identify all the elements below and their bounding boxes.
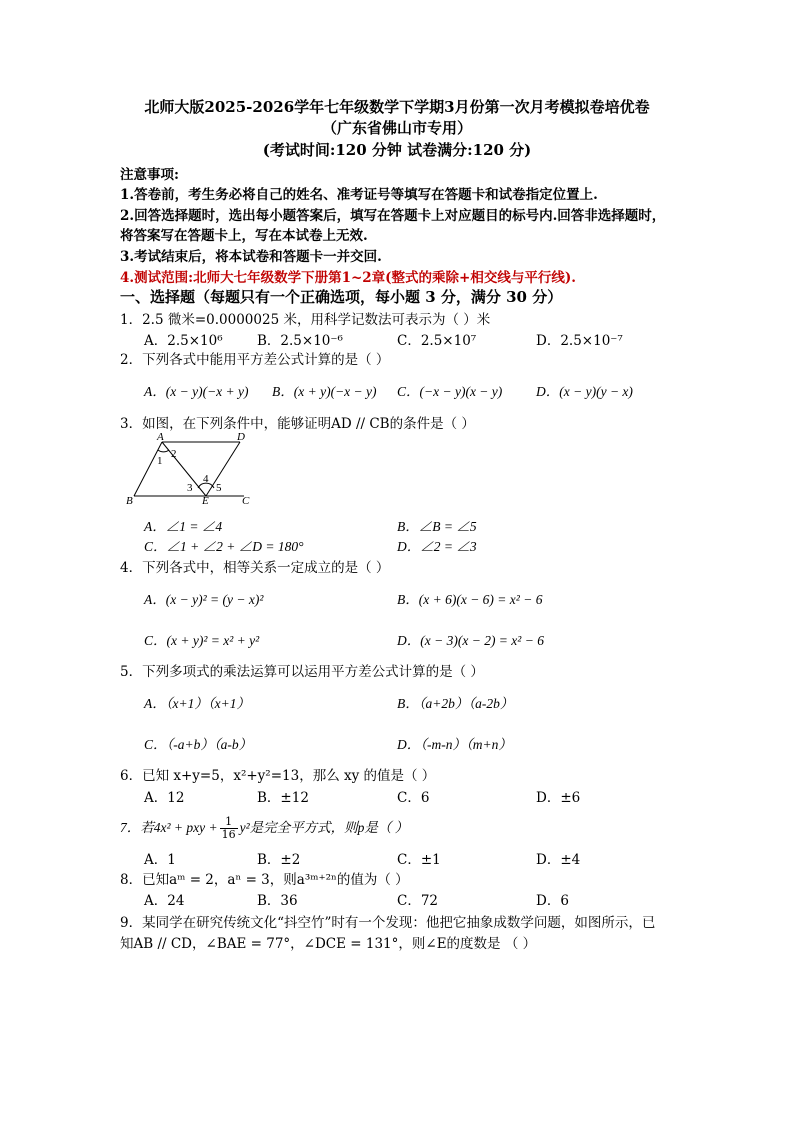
question-6-stem: 6．已知 x+y=5，x²+y²=13，那么 xy 的值是（ ）: [120, 768, 436, 784]
q4-option-a: A．(x − y)² = (y − x)²: [144, 592, 264, 607]
note-item: 1.答卷前，考生务必将自己的姓名、准考证号等填写在答题卡和试卷指定位置上.: [120, 187, 598, 203]
q2-option-a: A．(x − y)(−x + y): [144, 384, 249, 399]
note-item: 将答案写在答题卡上，写在本试卷上无效.: [120, 228, 368, 244]
q1-option-c: C．2.5×10⁷: [397, 333, 477, 349]
q1-option-b: B．2.5×10⁻⁶: [257, 333, 343, 349]
angle-arc-a: [158, 450, 169, 452]
q2-option-b: B．(x + y)(−x − y): [272, 384, 377, 399]
note-item: 3.考试结束后，将本试卷和答题卡一并交回.: [120, 249, 382, 265]
q8-option-a: A．24: [144, 893, 185, 909]
label-angle-5: 5: [216, 482, 222, 494]
parallelogram-figure: [124, 432, 254, 506]
q7-option-c: C．±1: [397, 852, 441, 868]
question-9-line-1: 9．某同学在研究传统文化“抖空竹”时有一个发现：他把它抽象成数学问题，如图所示，已: [120, 915, 656, 931]
exam-title: 北师大版2025-2026学年七年级数学下学期3月份第一次月考模拟卷培优卷: [144, 98, 650, 116]
q3-option-c: C．∠1 + ∠2 + ∠D = 180°: [144, 539, 304, 554]
label-e: E: [202, 495, 209, 506]
q4-option-c: C．(x + y)² = x² + y²: [144, 633, 260, 648]
question-5-stem: 5．下列多项式的乘法运算可以运用平方差公式计算的是（ ）: [120, 664, 484, 680]
q7-option-d: D．±4: [536, 852, 581, 868]
q6-option-d: D．±6: [536, 790, 581, 806]
segment-de: [206, 442, 240, 496]
q3-option-a: A．∠1 = ∠4: [144, 519, 223, 534]
question-8-stem: 8．已知aᵐ = 2，aⁿ = 3，则a³ᵐ⁺²ⁿ的值为（ ）: [120, 872, 409, 888]
q5-option-b: B．（a+2b）（a-2b）: [397, 696, 514, 711]
q7-option-b: B．±2: [257, 852, 301, 868]
label-d: D: [237, 432, 245, 443]
question-3-stem: 3．如图，在下列条件中，能够证明AD // CB的条件是（ ）: [120, 416, 475, 432]
q8-option-c: C．72: [397, 893, 439, 909]
note-item-scope: 4.测试范围:北师大七年级数学下册第1~2章(整式的乘除+相交线与平行线).: [120, 270, 576, 286]
question-4-stem: 4．下列各式中，相等关系一定成立的是（ ）: [120, 560, 390, 576]
q6-option-b: B．±12: [257, 790, 309, 806]
segment-ab: [134, 442, 162, 496]
question-9-line-2: 知AB // CD，∠BAE = 77°，∠DCE = 131°，则∠E的度数是 （ ）: [120, 936, 537, 952]
question-2-stem: 2．下列各式中能用平方差公式计算的是（ ）: [120, 352, 390, 368]
q3-option-d: D．∠2 = ∠3: [397, 539, 477, 554]
exam-meta: (考试时间:120 分钟 试卷满分:120 分): [262, 141, 532, 159]
q5-option-a: A．（x+1）（x+1）: [144, 696, 250, 711]
q3-option-b: B．∠B = ∠5: [397, 519, 477, 534]
question-7-stem: [120, 816, 408, 841]
notes-heading: 注意事项:: [120, 167, 179, 183]
note-item: 2.回答选择题时，选出每小题答案后，填写在答题卡上对应题目的标号内.回答非选择题时，: [120, 208, 666, 224]
label-b: B: [126, 495, 133, 506]
q6-option-a: A．12: [144, 790, 185, 806]
q7-stem-post: y²是完全平方式，则p是（ ）: [239, 820, 409, 835]
q7-fraction-numerator: 1: [220, 816, 238, 829]
q6-option-c: C．6: [397, 790, 430, 806]
q1-option-d: D．2.5×10⁻⁷: [536, 333, 623, 349]
question-1-stem: 1．2.5 微米=0.0000025 米，用科学记数法可表示为（ ）米: [120, 312, 491, 328]
label-angle-4: 4: [203, 473, 209, 485]
q7-stem-pre: 7．若4x² + pxy +: [120, 820, 218, 835]
q4-option-b: B．(x + 6)(x − 6) = x² − 6: [397, 592, 543, 607]
exam-subtitle: （广东省佛山市专用）: [321, 119, 472, 137]
label-angle-3: 3: [187, 482, 193, 494]
label-c: C: [242, 495, 250, 506]
label-angle-1: 1: [157, 455, 163, 467]
q4-option-d: D．(x − 3)(x − 2) = x² − 6: [397, 633, 544, 648]
label-angle-2: 2: [171, 448, 177, 460]
q1-option-a: A．2.5×10⁶: [144, 333, 223, 349]
q2-option-d: D．(x − y)(y − x): [536, 384, 633, 399]
q5-option-c: C．（-a+b）（a-b）: [144, 737, 253, 752]
section-title: 一、选择题（每题只有一个正确选项，每小题 3 分，满分 30 分）: [120, 288, 563, 306]
q7-fraction: [220, 816, 238, 841]
q5-option-d: D．（-m-n）（m+n）: [397, 737, 512, 752]
q2-option-c: C．(−x − y)(x − y): [397, 384, 503, 399]
q8-option-d: D．6: [536, 893, 569, 909]
label-a: A: [157, 432, 164, 443]
q7-fraction-denominator: 16: [221, 828, 236, 841]
q8-option-b: B．36: [257, 893, 298, 909]
q7-option-a: A．1: [144, 852, 176, 868]
